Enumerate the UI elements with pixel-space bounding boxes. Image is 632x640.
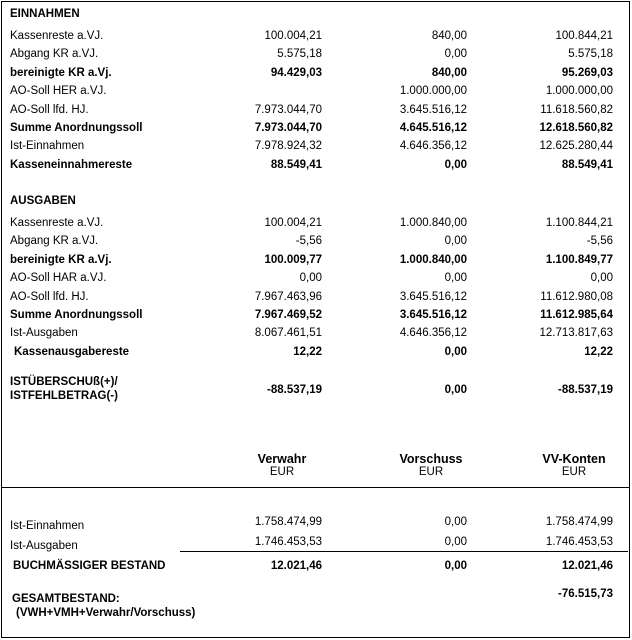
row-value-vorschuss: 0,00 [444,516,467,528]
table-row [0,307,632,323]
table-row [0,102,632,118]
column-unit: EUR [269,466,295,478]
row-value-vv-konten: 12.021,46 [561,560,613,572]
row-value-vv: 840,00 [431,30,467,42]
column-header-verwahr [232,452,332,478]
row-value-haushalt: 7.967.463,96 [254,290,322,303]
gesamtbestand-label-line1: GESAMTBESTAND: [12,593,120,605]
row-label: AO-Soll HAR a.VJ. [10,272,107,285]
row-value-verwahr: 12.021,46 [270,560,322,572]
ergebnis-label-line1: ISTÜBERSCHUß(+)/ [10,376,118,388]
column-title: Vorschuss [399,452,463,466]
row-value-haushalt: 100.004,21 [264,30,322,42]
row-value-total: 12.625.280,44 [539,140,613,153]
row-label: AO-Soll lfd. HJ. [10,103,89,116]
row-value-vv: 0,00 [444,345,467,358]
table-row [0,138,632,154]
row-label: AO-Soll lfd. HJ. [10,290,89,303]
row-value-vv: 4.645.516,12 [399,122,467,134]
row-value-haushalt: 7.978.924,32 [254,140,322,153]
row-label: AO-Soll HER a.VJ. [10,85,107,98]
row-label: Summe Anordnungssoll [10,122,143,134]
ausgaben-section-header [0,193,632,209]
row-value-vv-konten: 1.758.474,99 [545,516,613,528]
table-row [0,120,632,136]
row-label: Ist-Einnahmen [10,520,85,532]
row-value-total: 88.549,41 [561,158,613,171]
row-value-total: 95.269,03 [561,66,613,79]
row-value-total: 12,22 [584,345,613,358]
row-value-vorschuss: 0,00 [444,536,467,548]
row-value-haushalt: 88.549,41 [270,158,322,171]
gesamtbestand-value: -76.515,73 [558,588,613,600]
table-row [0,233,632,249]
row-value-haushalt: 12,22 [293,345,322,358]
table-row [0,83,632,99]
row-value-vv: 3.645.516,12 [399,290,467,303]
ergebnis-value-haushalt: -88.537,19 [267,384,322,396]
column-header-vorschuss [381,452,481,478]
row-label: Ist-Ausgaben [10,540,78,552]
row-value-vv: 840,00 [431,66,467,79]
column-title: VV-Konten [542,452,606,466]
row-value-haushalt: 7.973.044,70 [254,103,322,116]
table-row [0,157,632,173]
row-value-vv: 4.646.356,12 [399,140,467,153]
row-value-haushalt: 100.004,21 [264,217,322,229]
ausgaben-title: AUSGABEN [10,195,76,207]
ergebnis-row [0,375,632,405]
column-unit: EUR [418,466,444,478]
row-value-vv: 3.645.516,12 [399,103,467,116]
table-row [0,28,632,44]
row-value-vorschuss: 0,00 [444,560,467,572]
row-value-haushalt: 94.429,03 [270,66,322,79]
vv-row-ist-einnahmen [0,514,632,530]
row-value-haushalt: -5,56 [295,235,322,248]
row-label: Abgang KR a.VJ. [10,235,99,248]
sum-underline [180,551,628,552]
row-value-total: 1.100.849,77 [545,253,613,266]
table-row [0,46,632,62]
ergebnis-label-line2: ISTFEHLBETRAG(-) [10,390,118,402]
ergebnis-value-vv: 0,00 [444,384,467,396]
row-value-haushalt: 0,00 [299,272,322,285]
column-header-vv-konten [524,452,624,478]
row-label: Kassenausgabereste [14,345,130,358]
row-value-haushalt: 7.967.469,52 [254,309,322,321]
row-value-vv: 0,00 [444,235,467,248]
row-label: bereinigte KR a.Vj. [10,253,112,266]
row-label: Kassenreste a.VJ. [10,30,104,42]
row-value-vv-konten: 1.746.453,53 [545,536,613,548]
table-row [0,270,632,286]
row-value-total: 100.844,21 [555,30,613,42]
row-label: Ist-Einnahmen [10,140,85,153]
gesamtbestand-label-line2: (VWH+VMH+Verwahr/Vorschuss) [16,607,196,619]
row-value-haushalt: 5.575,18 [277,48,322,61]
vv-row-ist-ausgaben [0,534,632,550]
column-title: Verwahr [257,452,307,466]
row-label: Kasseneinnahmereste [10,158,133,171]
row-label: Kassenreste a.VJ. [10,217,104,229]
row-label: Summe Anordnungssoll [10,309,143,321]
row-label: BUCHMÄSSIGER BESTAND [13,560,166,572]
row-value-vv: 0,00 [444,158,467,171]
table-row [0,252,632,268]
row-value-total: -5,56 [586,235,613,248]
row-value-total: 12.618.560,82 [539,122,613,134]
row-value-vv: 1.000.000,00 [399,85,467,98]
gesamtbestand-row [0,588,632,622]
table-row [0,65,632,81]
vv-row-buchmaessiger-bestand [0,558,632,574]
table-row [0,215,632,231]
row-value-verwahr: 1.758.474,99 [254,516,322,528]
row-value-verwahr: 1.746.453,53 [254,536,322,548]
einnahmen-section-header [0,6,632,22]
einnahmen-title: EINNAHMEN [10,8,80,20]
column-unit: EUR [561,466,587,478]
row-value-vv: 3.645.516,12 [399,309,467,321]
row-value-haushalt: 7.973.044,70 [254,122,322,134]
row-value-total: 12.713.817,63 [539,327,613,340]
row-value-haushalt: 100.009,77 [264,253,322,266]
row-value-total: 11.612.985,64 [540,309,613,321]
row-value-total: 1.100.844,21 [545,217,613,229]
row-value-total: 5.575,18 [568,48,613,61]
row-label: Abgang KR a.VJ. [10,48,99,61]
row-value-vv: 1.000.840,00 [399,253,467,266]
table-row [0,325,632,341]
row-value-vv: 4.646.356,12 [399,327,467,340]
row-value-total: 11.618.560,82 [540,103,613,116]
row-label: bereinigte KR a.Vj. [10,66,112,79]
row-value-haushalt: 8.067.461,51 [254,327,322,340]
row-value-total: 11.612.980,08 [540,290,613,303]
row-label: Ist-Ausgaben [10,327,78,340]
row-value-total: 0,00 [590,272,613,285]
table-row [0,344,632,360]
row-value-vv: 1.000.840,00 [399,217,467,229]
divider-line [2,487,629,488]
row-value-vv: 0,00 [444,48,467,61]
row-value-total: 1.000.000,00 [545,85,613,98]
ergebnis-value-total: -88.537,19 [558,384,613,396]
table-row [0,289,632,305]
row-value-vv: 0,00 [444,272,467,285]
